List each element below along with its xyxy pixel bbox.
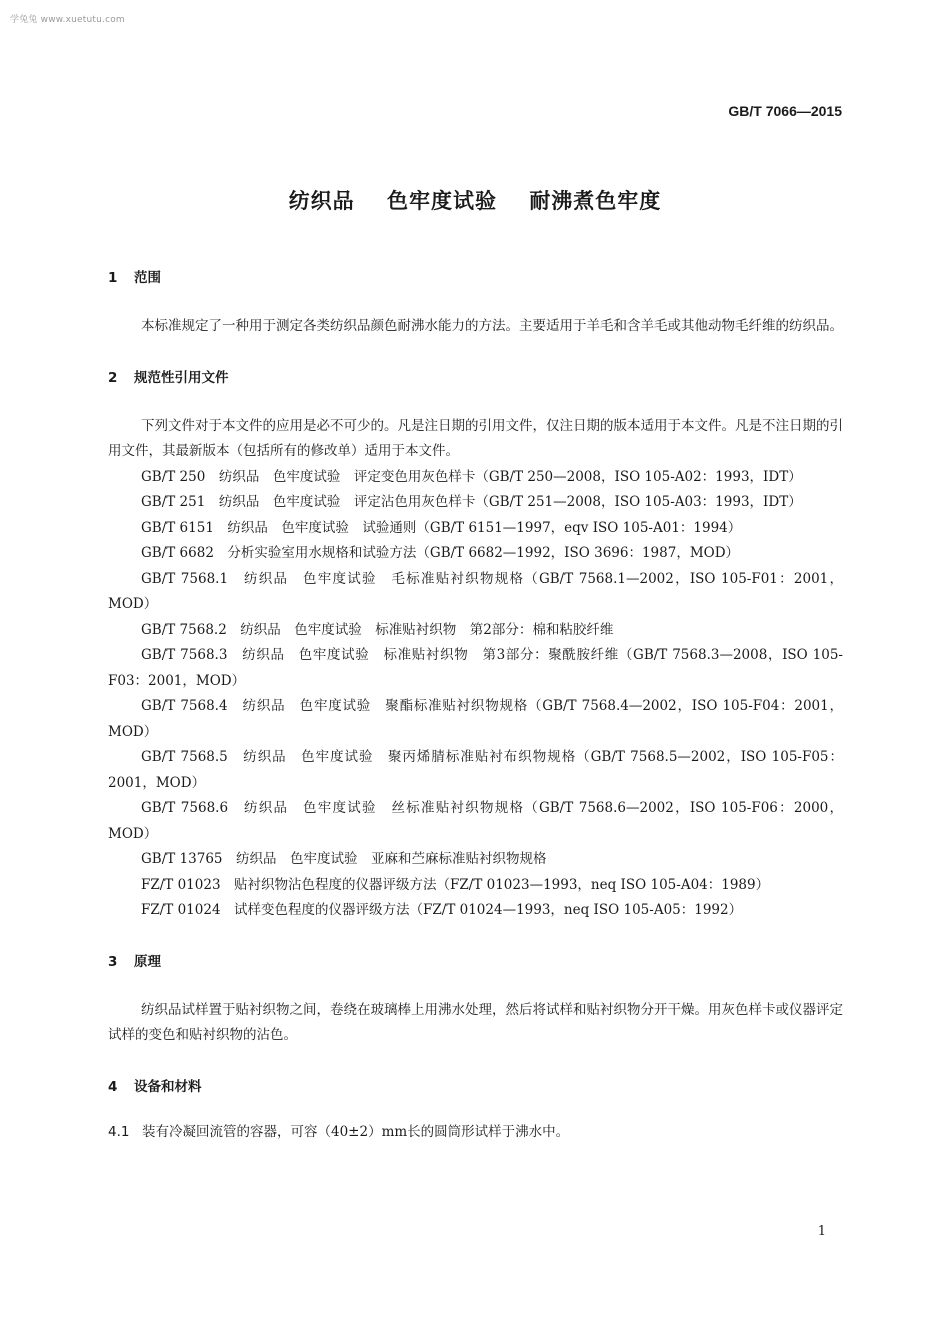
- watermark-text: 学兔兔 www.xuetutu.com: [10, 15, 125, 25]
- section-heading-references: [108, 368, 843, 388]
- reference-item: GB/T 7568.4 纺织品 色牢度试验 聚酯标准贴衬织物规格（GB/T 7568.4—2002，ISO 105-F04：2001，MOD）: [108, 698, 843, 740]
- section-number: 3: [108, 953, 118, 970]
- reference-item: GB/T 7568.2 纺织品 色牢度试验 标准贴衬织物 第2部分：棉和粘胶纤维: [141, 621, 614, 638]
- reference-item: GB/T 13765 纺织品 色牢度试验 亚麻和苎麻标准贴衬织物规格: [141, 851, 547, 867]
- clause-text: 装有冷凝回流管的容器，可容（40±2）mm长的圆筒形试样于沸水中。: [142, 1123, 570, 1140]
- page-number: 1: [817, 1224, 826, 1239]
- title-part: 色牢度试验: [387, 189, 497, 213]
- reference-item: GB/T 7568.6 纺织品 色牢度试验 丝标准贴衬织物规格（GB/T 7568.6—2002，ISO 105-F06：2000，MOD）: [108, 800, 843, 842]
- document-body: [108, 268, 843, 1143]
- section-title: 设备和材料: [134, 1078, 202, 1095]
- section-title: 规范性引用文件: [134, 369, 229, 386]
- section-heading-apparatus: [108, 1077, 843, 1097]
- standard-code: GB/T 7066—2015: [728, 103, 842, 119]
- reference-item: GB/T 6151 纺织品 色牢度试验 试验通则（GB/T 6151—1997，eqv ISO 105-A01：1994）: [141, 519, 742, 536]
- title-part: 纺织品: [288, 189, 355, 213]
- section-number: 4: [108, 1078, 118, 1095]
- clause-number: 4.1: [108, 1123, 130, 1140]
- title-part: 耐沸煮色牢度: [529, 189, 662, 213]
- reference-item: GB/T 250 纺织品 色牢度试验 评定变色用灰色样卡（GB/T 250—2008，ISO 105-A02：1993，IDT）: [141, 468, 802, 485]
- section-number: 1: [108, 270, 118, 286]
- principle-paragraph: 纺织品试样置于贴衬织物之间，卷绕在玻璃棒上用沸水处理，然后将试样和贴衬织物分开干燥。用灰色样卡或仪器评定试样的变色和贴衬织物的沾色。: [108, 1001, 843, 1043]
- references-intro-paragraph: 下列文件对于本文件的应用是必不可少的。凡是注日期的引用文件，仅注日期的版本适用于本文件。凡是不注日期的引用文件，其最新版本（包括所有的修改单）适用于本文件。: [108, 417, 843, 459]
- section-title: 原理: [134, 953, 161, 970]
- section-number: 2: [108, 369, 118, 386]
- reference-item: GB/T 251 纺织品 色牢度试验 评定沾色用灰色样卡（GB/T 251—2008，ISO 105-A03：1993，IDT）: [141, 494, 802, 510]
- reference-item: GB/T 6682 分析实验室用水规格和试验方法（GB/T 6682—1992，ISO 3696：1987，MOD）: [141, 545, 740, 561]
- reference-item: FZ/T 01023 贴衬织物沾色程度的仪器评级方法（FZ/T 01023—1993，neq ISO 105-A04：1989）: [141, 876, 770, 893]
- reference-item: GB/T 7568.3 纺织品 色牢度试验 标准贴衬织物 第3部分：聚酰胺纤维（GB/T 7568.3—2008，ISO 105-F03：2001，MOD）: [108, 647, 843, 689]
- section-heading-scope: [108, 268, 843, 288]
- section-heading-principle: [108, 952, 843, 972]
- document-title: [0, 185, 950, 215]
- section-title: 范围: [134, 270, 161, 286]
- scope-paragraph: 本标准规定了一种用于测定各类纺织品颜色耐沸水能力的方法。主要适用于羊毛和含羊毛或其他动物毛纤维的纺织品。: [141, 318, 843, 334]
- clause-4-1: [108, 1121, 843, 1143]
- reference-item: GB/T 7568.1 纺织品 色牢度试验 毛标准贴衬织物规格（GB/T 7568.1—2002，ISO 105-F01：2001，MOD）: [108, 570, 843, 612]
- reference-item: GB/T 7568.5 纺织品 色牢度试验 聚丙烯腈标准贴衬布织物规格（GB/T 7568.5—2002，ISO 105-F05：2001，MOD）: [108, 749, 843, 791]
- reference-item: FZ/T 01024 试样变色程度的仪器评级方法（FZ/T 01024—1993，neq ISO 105-A05：1992）: [141, 902, 743, 918]
